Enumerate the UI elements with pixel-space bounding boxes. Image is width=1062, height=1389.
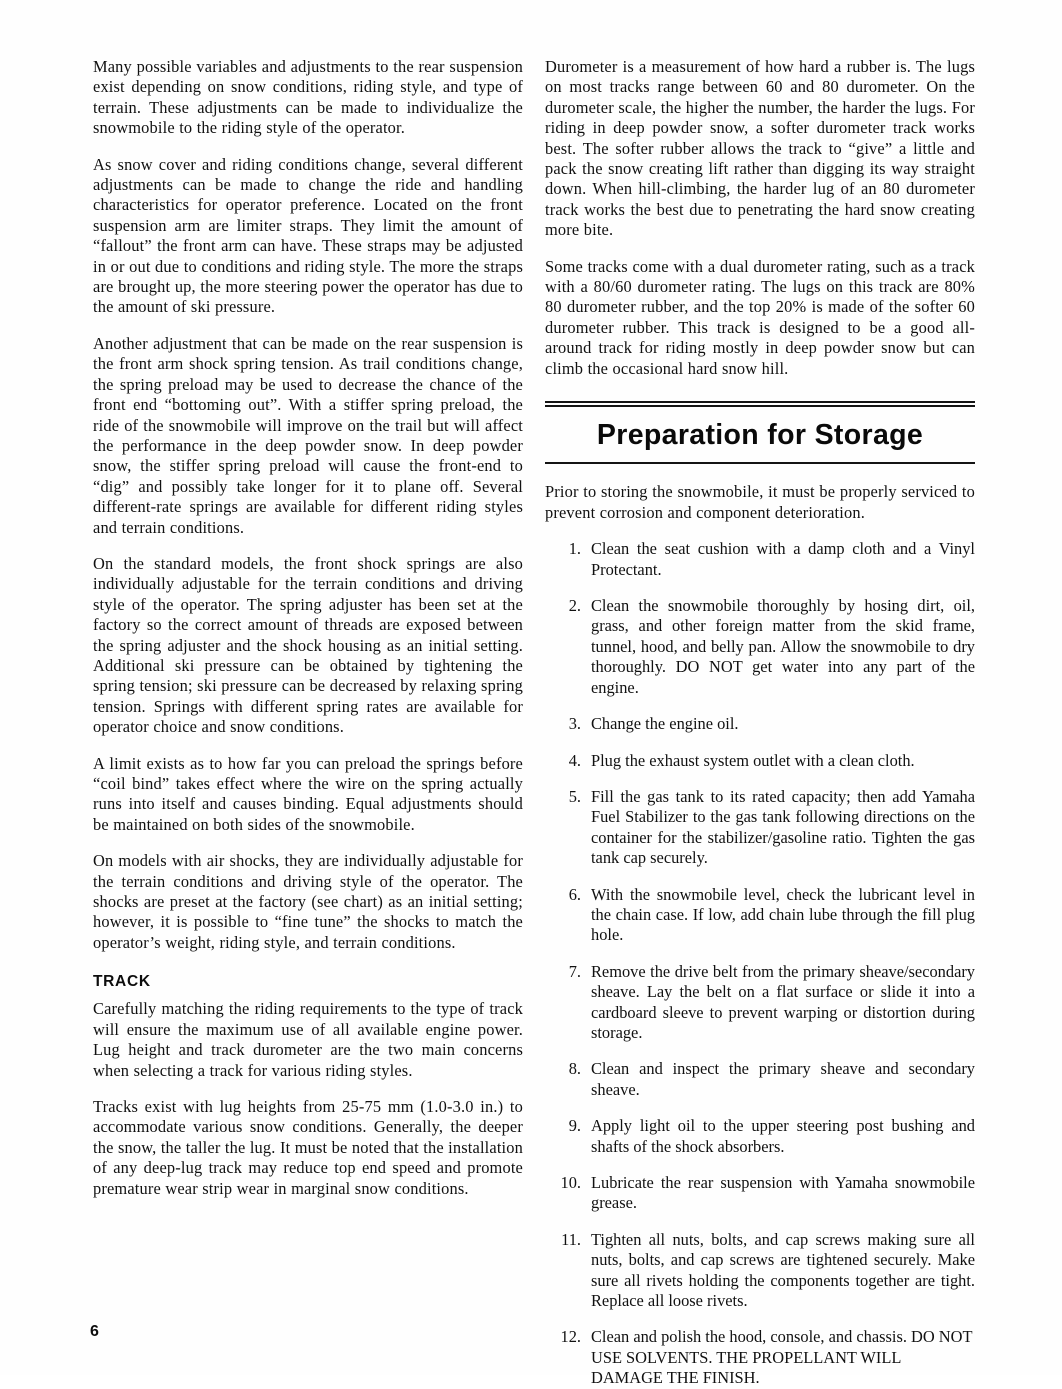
paragraph: As snow cover and riding conditions change, several different adjustments can be made to change the ride and handling characteristics for operator preference. Located on the front suspension arm are limiter straps. They limit the amount of “fallout” the front arm can have. These straps may be adjusted in or out due to conditions and riding style. The more the straps are brought up, the more steering power the operator has due to the amount of ski pressure. [93, 154, 523, 317]
paragraph: Some tracks come with a dual durometer rating, such as a track with a 80/60 durometer rating. The lugs on this track are 80% 80 durometer rubber, and the top 20% is made of the softer 60 durometer rubber. This track is designed to be a good all-around track for riding mostly in deep powder snow but can climb the occasional hard snow hill. [545, 256, 975, 378]
section-intro-paragraph: Prior to storing the snowmobile, it must be properly serviced to prevent corrosion and component deterioration. [545, 482, 975, 522]
list-item-text: Clean and inspect the primary sheave and secondary sheave. [591, 1059, 975, 1099]
paragraph: Many possible variables and adjustments to the rear suspension exist depending on snow conditions, riding style, and type of terrain. These adjustments can be made to individualize the snowmobile to the riding style of the operator. [93, 57, 523, 138]
storage-steps-list [545, 539, 975, 1388]
list-item-text: Tighten all nuts, bolts, and cap screws making sure all nuts, bolts, and cap screws are tightened securely. Make sure all rivets holding the components together are tight. Replace all loose rivets. [591, 1229, 975, 1311]
list-item-number: 11. [561, 1229, 581, 1249]
list-item-text: Apply light oil to the upper steering post bushing and shafts of the shock absorbers. [591, 1116, 975, 1156]
list-item-number: 3. [568, 714, 581, 734]
list-item-number: 7. [568, 961, 581, 981]
paragraph: Carefully matching the riding requirements to the type of track will ensure the maximum use of all available engine power. Lug height and track durometer are the two main concerns when selecting a track for various riding styles. [93, 999, 523, 1080]
list-item [545, 1173, 975, 1214]
paragraph: On the standard models, the front shock springs are also individually adjustable for the terrain conditions and driving style of the operator. The spring adjuster has been set at the factory so the correct amount of threads are exposed between the spring adjuster and the shock housing as an initial setting. Additional ski pressure can be obtained by tightening the spring tension; ski pressure can be decreased by relaxing spring tension. Springs with different spring rates are available for operator choice and snow conditions. [93, 553, 523, 737]
list-item [545, 714, 975, 734]
list-item-text: Change the engine oil. [591, 714, 739, 734]
list-item [545, 1230, 975, 1312]
paragraph: Tracks exist with lug heights from 25-75 mm (1.0-3.0 in.) to accommodate various snow conditions. Generally, the deeper the snow, the taller the lug. It must be noted that the installation of any deep-lug track may reduce top end speed and promote premature wear strip wear in marginal snow conditions. [93, 1096, 523, 1198]
paragraph: On models with air shocks, they are individually adjustable for the terrain conditions and driving style of the operator. The shocks are preset at the factory (see chart) as an initial setting; however, it is possible to “fine tune” the shocks to match the operator’s weight, riding style, and terrain conditions. [93, 851, 523, 952]
list-item [545, 1327, 975, 1388]
list-item-number: 9. [568, 1116, 581, 1136]
list-item-text: Clean and polish the hood, console, and chassis. DO NOT USE SOLVENTS. THE PROPELLANT WILL DAMAGE THE FINISH. [591, 1327, 973, 1388]
section-title: Preparation for Storage [596, 419, 924, 452]
list-item-text: Clean the seat cushion with a damp cloth and a Vinyl Protectant. [591, 539, 975, 579]
list-item [545, 596, 975, 698]
paragraph: A limit exists as to how far you can preload the springs before “coil bind” takes effect where the wire on the spring actually runs into itself and causes binding. Equal adjustments should be maintained on both sides of the snowmobile. [93, 753, 523, 834]
list-item-number: 1. [568, 539, 581, 559]
list-item-text: Fill the gas tank to its rated capacity; then add Yamaha Fuel Stabilizer to the gas tank following directions on the container for the stabilizer/gasoline ratio. Tighten the gas tank cap securely. [591, 786, 975, 868]
paragraph: Another adjustment that can be made on the rear suspension is the front arm shock spring tension. As trail conditions change, the spring preload may be used to decrease the chance of the front end “bottoming out”. With a stiffer spring preload, the ride of the snowmobile will improve on the trail but will affect the performance in the deep powder snow. In deep powder snow, the stiffer spring preload will cause the front-end to “dig” and possibly take longer for it to plane off. Several different-rate springs are available for different riding styles and terrain conditions. [93, 333, 523, 537]
section-header-preparation-for-storage [545, 401, 975, 464]
list-item-text: Lubricate the rear suspension with Yamaha snowmobile grease. [591, 1173, 975, 1213]
list-item-text: Plug the exhaust system outlet with a clean cloth. [591, 750, 915, 770]
right-column [545, 57, 975, 1389]
track-subheading: TRACK [93, 973, 151, 991]
list-item-number: 8. [568, 1059, 581, 1079]
list-item-text: Clean the snowmobile thoroughly by hosing dirt, oil, grass, and other foreign matter from the skid frame, tunnel, hood, and belly pan. Allow the snowmobile to dry thoroughly. DO NOT get water into any part of the engine. [591, 596, 975, 697]
list-item [545, 539, 975, 580]
list-item [545, 885, 975, 946]
list-item-number: 5. [568, 786, 581, 806]
page-number: 6 [90, 1323, 99, 1340]
list-item [545, 751, 975, 771]
list-item-text: Remove the drive belt from the primary sheave/secondary sheave. Lay the belt on a flat surface or slide it into a cardboard sleeve to prevent warping or distortion during storage. [591, 961, 975, 1042]
list-item-number: 2. [568, 596, 581, 616]
list-item [545, 787, 975, 869]
section-rule-bottom [545, 462, 975, 465]
list-item [545, 962, 975, 1044]
list-item [545, 1116, 975, 1157]
left-column [93, 57, 523, 1199]
list-item-text: With the snowmobile level, check the lubricant level in the chain case. If low, add chain lube through the fill plug hole. [591, 884, 975, 945]
list-item-number: 12. [560, 1327, 581, 1347]
section-rule-top [545, 401, 975, 407]
list-item-number: 6. [568, 884, 581, 904]
list-item [545, 1059, 975, 1100]
list-item-number: 4. [568, 750, 581, 770]
paragraph: Durometer is a measurement of how hard a rubber is. The lugs on most tracks range between 60 and 80 durometer. On the durometer scale, the higher the number, the harder the lugs. For riding in deep powder snow, a softer durometer track works best. The softer rubber allows the track to “give” a little and pack the snow creating lift rather than digging its way straight down. When hill-climbing, the harder lug of an 80 durometer track works the best due to penetrating the hard snow creating more bite. [545, 57, 975, 240]
list-item-number: 10. [560, 1173, 581, 1193]
